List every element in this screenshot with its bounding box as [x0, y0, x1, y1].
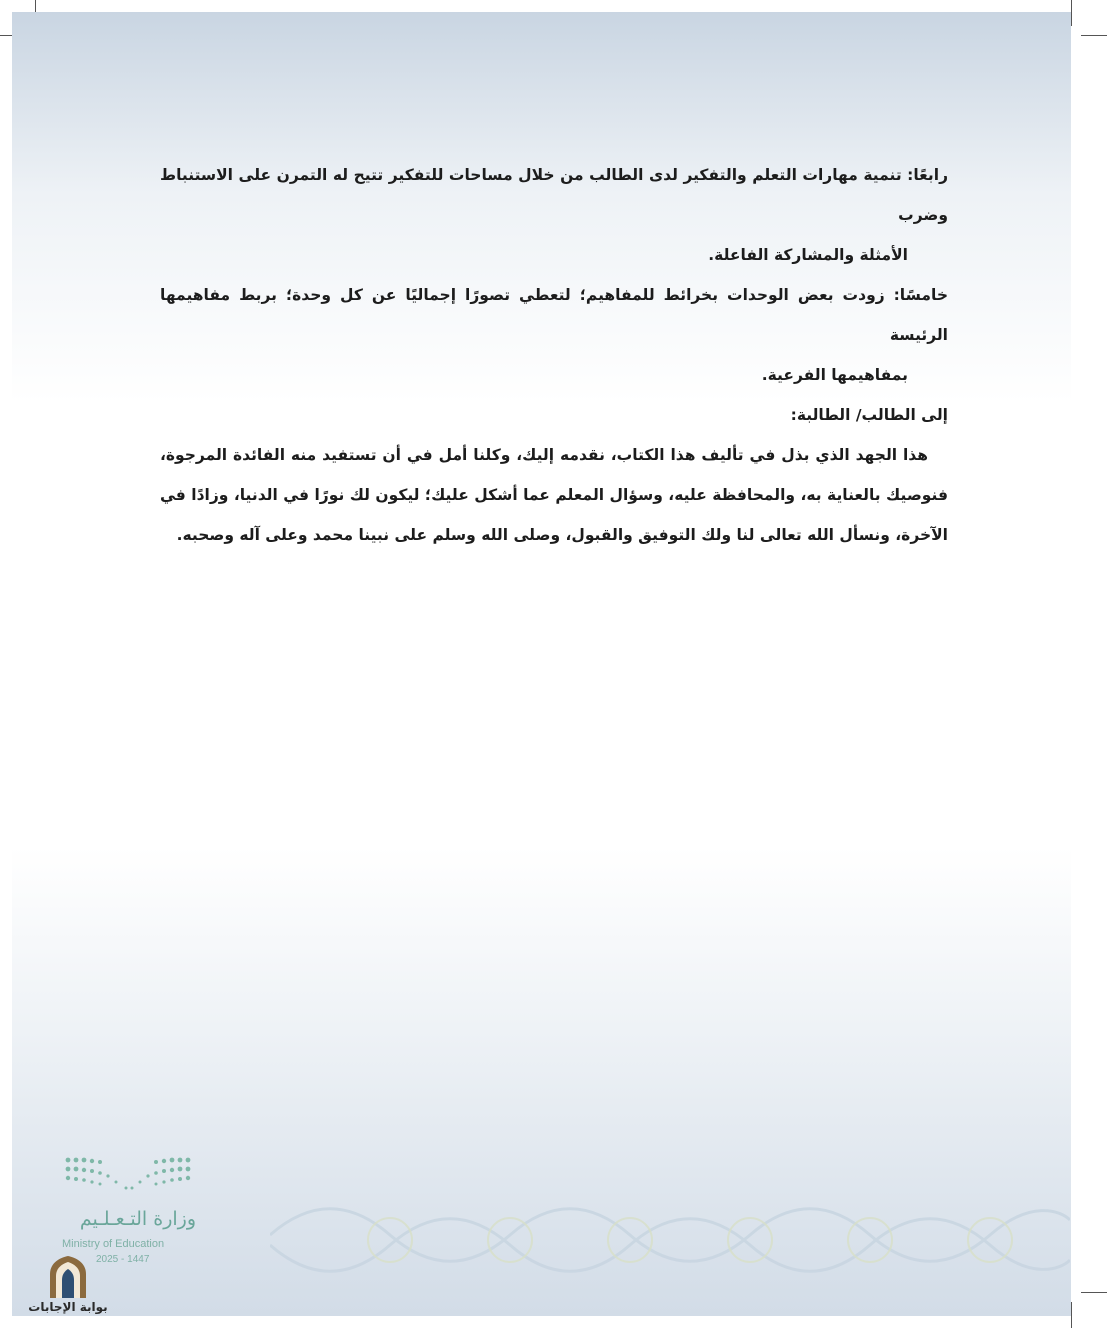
decorative-border-ornament	[270, 1190, 1070, 1290]
paragraph-line: خامسًا: زودت بعض الوحدات بخرائط للمفاهيم؛ لتعطي تصورًا إجماليًا عن كل وحدة؛ بربط مفاهيمها الرئيسة	[160, 286, 948, 344]
student-paragraph: هذا الجهد الذي بذل في تأليف هذا الكتاب، نقدمه إليك، وكلنا أمل في أن تستفيد منه الفائدة المرجوة، فنوصيك بالعناية به، والمحافظة عليه، وسؤال المعلم عما أشكل عليك؛ ليكون لك نورًا في الدنيا، وزادًا في الآخرة، ونسأل الله تعالى لنا ولك التوفيق والقبول، وصلى الله وسلم على نبينا محمد وعلى آله وصحبه.	[160, 446, 948, 544]
paragraph-fourth	[160, 155, 948, 275]
portal-name: بوابة الإجابات	[28, 1300, 108, 1314]
crop-mark	[1081, 35, 1107, 36]
paragraph-fifth	[160, 275, 948, 395]
page-text	[160, 155, 948, 555]
paragraph-line: رابعًا: تنمية مهارات التعلم والتفكير لدى الطالب من خلال مساحات للتفكير تتيح له التمرن على الاستنباط وضرب	[160, 166, 948, 224]
crop-mark	[1071, 0, 1072, 26]
paragraph-line: الأمثلة والمشاركة الفاعلة.	[708, 246, 908, 264]
crop-mark	[1071, 1302, 1072, 1328]
student-heading: إلى الطالب/ الطالبة:	[790, 406, 948, 424]
ministry-name-arabic: وزارة التـعـلـيم	[79, 1208, 196, 1230]
ministry-dots-icon	[56, 1150, 196, 1200]
mosque-icon	[28, 1254, 108, 1300]
ministry-year: 2025 - 1447	[96, 1254, 150, 1265]
portal-watermark	[28, 1254, 108, 1320]
crop-mark	[1081, 1292, 1107, 1293]
ministry-name-english: Ministry of Education	[62, 1238, 165, 1250]
paragraph-line: بمفاهيمها الفرعية.	[761, 366, 908, 384]
